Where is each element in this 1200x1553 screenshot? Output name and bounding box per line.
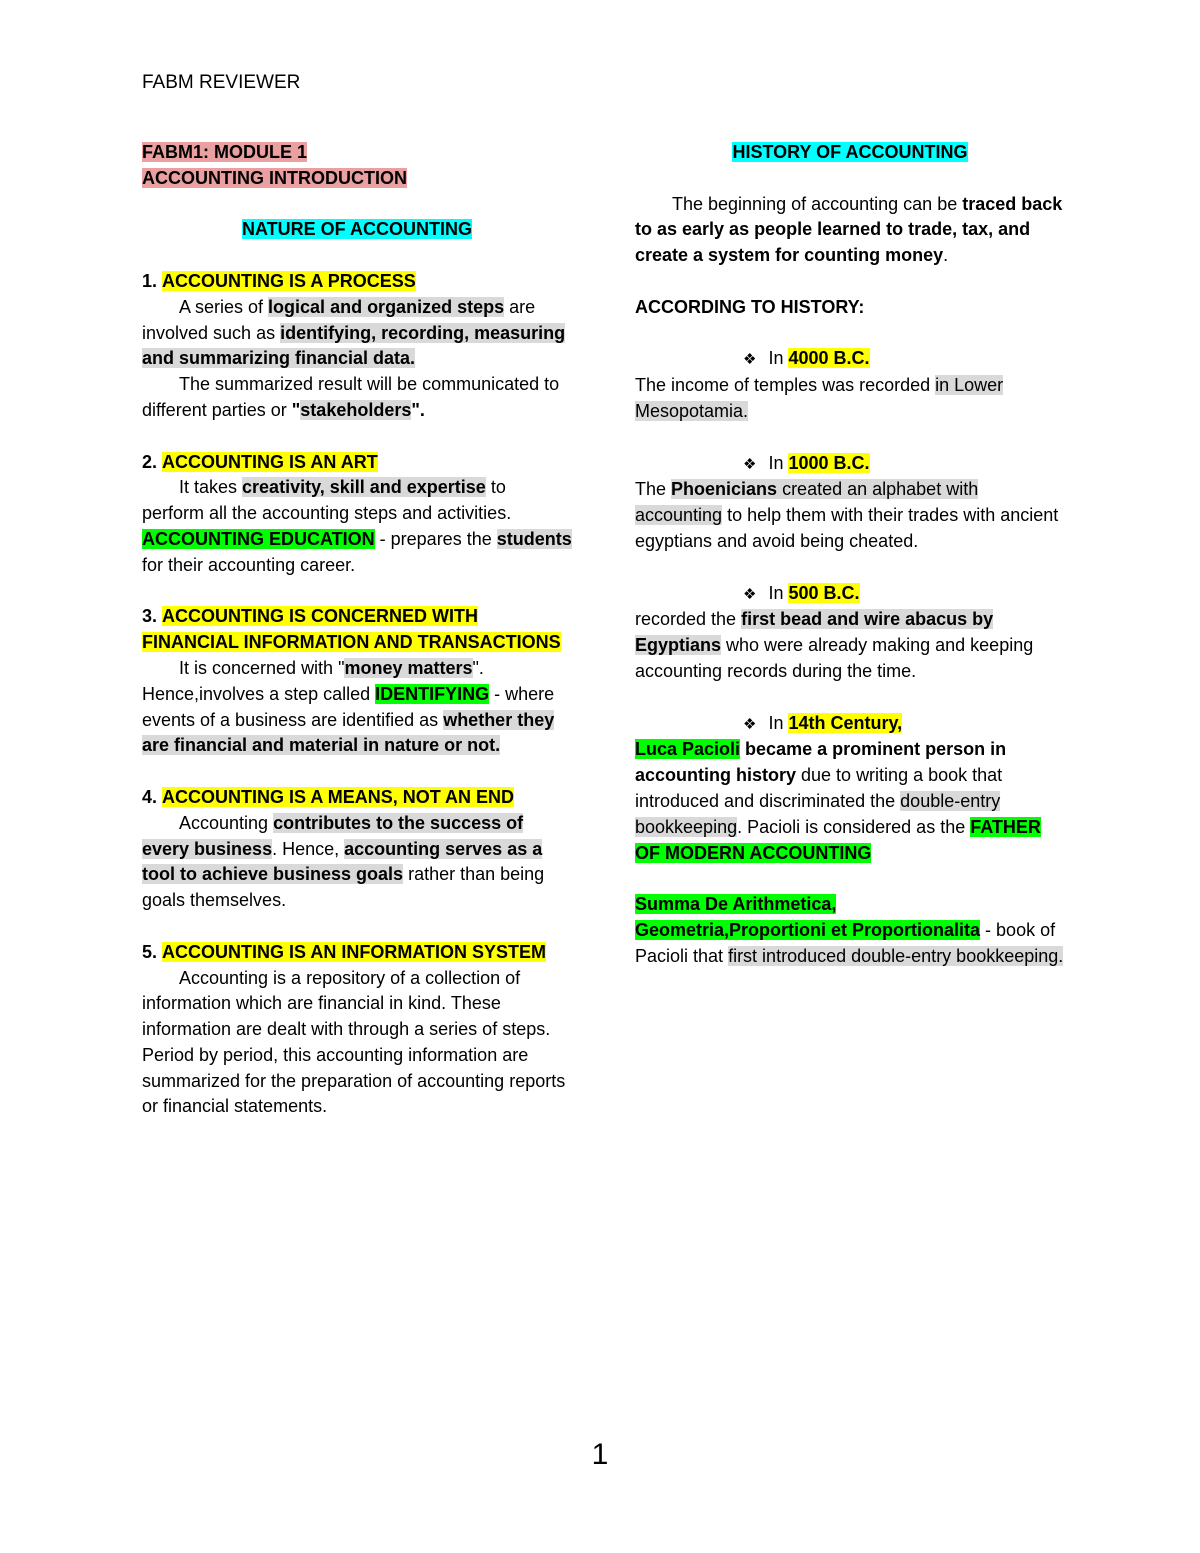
summa-body: Geometria,Proportioni et Proportionalita - book of Pacioli that first introduced double-entry bookkeeping. — [635, 919, 1064, 966]
item-4-body: Accounting contributes to the success of every business. Hence, accounting serves as a tool to achieve business goals rather than being goals themselves. — [142, 812, 545, 911]
item-1-body-2: The summarized result will be communicated to different parties or "stakeholders". — [142, 374, 560, 420]
diamond-bullet-icon: ❖ — [743, 585, 757, 603]
according-heading: ACCORDING TO HISTORY: — [635, 296, 865, 317]
module-subtitle: ACCOUNTING INTRODUCTION — [142, 167, 407, 188]
summa-title-1: Summa De Arithmetica, — [635, 894, 837, 915]
item-1-body: A series of logical and organized steps are involved such as identifying, recording, measuring and summarizing financial data. — [142, 296, 566, 369]
item-4-heading: 4. ACCOUNTING IS A MEANS, NOT AN END — [142, 786, 515, 807]
item-2-body-2: ACCOUNTING EDUCATION - prepares the students for their accounting career. — [142, 528, 572, 575]
item-5-heading: 5. ACCOUNTING IS AN INFORMATION SYSTEM — [142, 941, 547, 962]
entry-4-body: Luca Pacioli became a prominent person in accounting history due to writing a book that introduced and discriminated the double-entry bookkeeping. Pacioli is considered as the FATHER OF MODERN ACCOUNTING — [635, 739, 1041, 863]
left-column — [142, 140, 572, 1120]
item-3-body: It is concerned with "money matters". Hence,involves a step called IDENTIFYING - where events of a business are identified as whether they are financial and material in nature or not. — [142, 657, 555, 756]
entry-3-body: recorded the first bead and wire abacus by Egyptians who were already making and keeping accounting records during the time. — [635, 609, 1034, 681]
history-intro: The beginning of accounting can be traced back to as early as people learned to trade, tax, and create a system for counting money. — [635, 193, 1063, 266]
item-1-heading: 1. ACCOUNTING IS A PROCESS — [142, 270, 416, 291]
document-header: FABM REVIEWER — [142, 72, 301, 93]
diamond-bullet-icon: ❖ — [743, 351, 757, 369]
module-title: FABM1: MODULE 1 — [142, 142, 308, 162]
entry-3-date: ❖ In 500 B.C. — [743, 582, 860, 603]
diamond-bullet-icon: ❖ — [743, 715, 757, 733]
right-column — [635, 140, 1065, 970]
section-title-nature: NATURE OF ACCOUNTING — [242, 219, 472, 240]
diamond-bullet-icon: ❖ — [743, 455, 757, 473]
entry-2-date: ❖ In 1000 B.C. — [743, 452, 870, 473]
section-title-history: HISTORY OF ACCOUNTING — [732, 142, 968, 162]
item-2-heading: 2. ACCOUNTING IS AN ART — [142, 451, 378, 472]
page-number: 1 — [591, 1438, 609, 1471]
entry-1-date: ❖ In 4000 B.C. — [743, 348, 870, 369]
item-5-body: Accounting is a repository of a collection of information which are financial in kind. These information are dealt with through a series of steps. Period by period, this accounting information are summarized for the preparation of accounting reports or financial statements. — [142, 967, 566, 1117]
entry-4-date: ❖ In 14th Century, — [743, 712, 903, 733]
item-3-heading: 3. ACCOUNTING IS CONCERNED WITH FINANCIAL INFORMATION AND TRANSACTIONS — [142, 606, 561, 653]
entry-1-body: The income of temples was recorded in Lower Mesopotamia. — [635, 375, 1004, 421]
item-2-body: It takes creativity, skill and expertise to perform all the accounting steps and activities. — [142, 477, 512, 524]
entry-2-body: The Phoenicians created an alphabet with accounting to help them with their trades with ancient egyptians and avoid being cheated. — [635, 479, 1059, 551]
